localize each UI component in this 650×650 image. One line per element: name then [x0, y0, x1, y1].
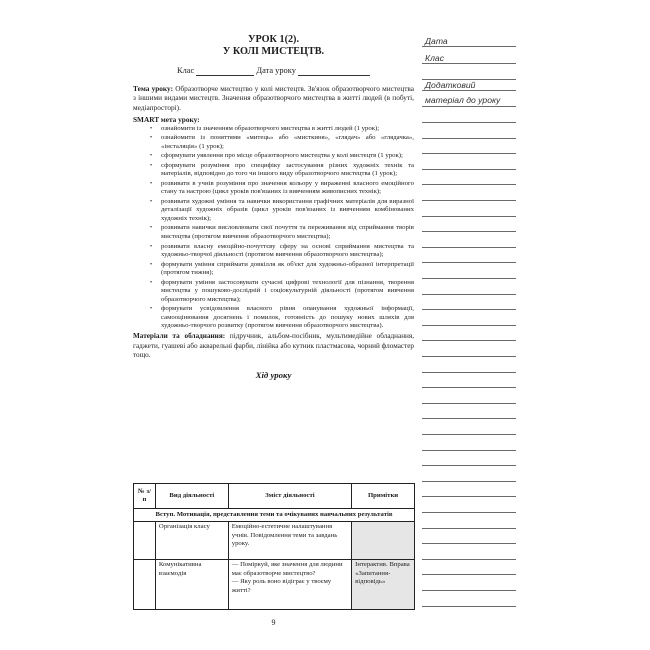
lesson-theme: [133, 84, 414, 112]
smart-goal-heading: SMART мета уроку:: [133, 115, 200, 125]
class-date-row: [133, 65, 414, 76]
bullet-icon: •: [150, 225, 153, 232]
margin-ruled-line: [422, 231, 516, 232]
materials-block: [133, 332, 414, 360]
smart-goal-item: [150, 162, 414, 179]
smart-goal-text: формувати уміння застосовувати сучасні цифрові технології для пізнання, творення мистецтва у пошуково-дослідній і соціокультурній діяльності (протягом вивчення образотворчого мистецтва);: [161, 278, 414, 303]
margin-ruled-line: [422, 496, 516, 497]
smart-goal-text: формувати усвідомлення власного рівня опанування художньої інформації, самооцінювання досягнень і помилок, готовність до пошуку нових шляхів для художньо-творчого розвитку (протягом вивчення образотворчого мистецтва).: [161, 305, 414, 329]
bullet-icon: •: [150, 306, 153, 313]
margin-ruled-line: [422, 294, 516, 295]
lesson-number-title: УРОК 1(2).: [247, 34, 300, 45]
section-title: Вступ. Мотивація, представлення теми та очікуваних навчальних результатів: [134, 509, 415, 522]
table-cell: [134, 522, 156, 560]
smart-goal-item: [150, 224, 414, 241]
class-blank[interactable]: [196, 66, 254, 76]
table-cell: [134, 560, 156, 610]
smart-goal-item: [150, 279, 414, 304]
margin-ruled-line: [422, 574, 516, 575]
bullet-icon: •: [150, 180, 153, 187]
smart-goal-item: [150, 152, 414, 160]
table-row: [134, 560, 415, 610]
margin-ruled-line: [422, 262, 516, 263]
table-cell: — Поміркуй, яке значення для людини має образотворче мистецтво? — Яку роль воно відіграє у твоєму житті?: [228, 560, 351, 610]
smart-goal-text: формувати уміння сприймати довкілля як об'єкт для художньо-образної інтерпретації (протягом тижня);: [161, 260, 414, 276]
bullet-icon: •: [150, 125, 153, 132]
smart-goal-list: [133, 125, 414, 331]
margin-ruled-line: [422, 247, 516, 248]
margin-ruled-line: [422, 340, 516, 341]
smart-goal-item: [150, 261, 414, 278]
smart-goal-item: [150, 305, 414, 330]
margin-ruled-line: [422, 606, 516, 607]
margin-ruled-line: [422, 309, 516, 310]
margin-ruled-line: [422, 418, 516, 419]
margin-notes-column: [422, 34, 516, 614]
margin-ruled-line: [422, 122, 516, 123]
margin-ruled-line: [422, 450, 516, 451]
smart-goal-item: [150, 180, 414, 197]
date-label: Дата уроку: [256, 66, 296, 75]
margin-label-extra: Додатковий: [425, 80, 476, 90]
margin-label-date: Дата: [425, 36, 448, 46]
bullet-icon: •: [150, 162, 153, 169]
bullet-icon: •: [150, 261, 153, 268]
bullet-icon: •: [150, 198, 153, 205]
margin-label-class: Клас: [425, 53, 444, 63]
margin-ruled-line: [422, 465, 516, 466]
materials-label: Матеріали та обладнання:: [133, 332, 226, 341]
margin-label-material: матеріал до уроку: [425, 95, 501, 105]
margin-ruled-line: [422, 325, 516, 326]
column-header: Вид діяльності: [155, 484, 228, 509]
margin-ruled-line: [422, 434, 516, 435]
lesson-page: [133, 34, 414, 634]
theme-text: Образотворче мистецтво у колі мистецтв. Зв'язок образотворчого мистецтва з іншими видами мистецтв. Значення образотворчого мистецтва в житті людей (в побуті, медіапросторі).: [133, 84, 414, 112]
margin-ruled-line: [422, 559, 516, 560]
margin-ruled-line: [422, 46, 516, 47]
column-header: Зміст діяльності: [228, 484, 351, 509]
margin-ruled-line: [422, 481, 516, 482]
column-header: Примітки: [352, 484, 415, 509]
table-cell: Комунікативна взаємодія: [155, 560, 228, 610]
table-cell: Емоційно-естетичне налаштування учнів. Повідомлення теми та завдань уроку.: [228, 522, 351, 560]
smart-goal-text: розвивати навички висловлювати свої почуття та переживання від сприймання творів мистецтва (протягом вивчення образотворчого мистецтва);: [161, 224, 414, 240]
smart-goal-text: розвивати в учнів розуміння про значення кольору у вираженні власного емоційного стану та настрою (цикл уроків пов'язаних із вивченням живописних технік);: [161, 179, 414, 196]
margin-ruled-line: [422, 387, 516, 388]
table-header-row: [134, 484, 415, 509]
smart-goal-item: [150, 243, 414, 260]
class-label: Клас: [177, 66, 195, 75]
margin-ruled-line: [422, 138, 516, 139]
smart-goal-item: [150, 134, 414, 151]
margin-ruled-line: [422, 278, 516, 279]
page-number: 9: [271, 618, 276, 627]
margin-ruled-line: [422, 153, 516, 154]
section-row: [134, 509, 415, 522]
margin-ruled-line: [422, 543, 516, 544]
margin-ruled-line: [422, 200, 516, 201]
smart-goal-text: розвивати власну емоційно-почуттєву сферу на основі сприймання мистецтва та художньо-творчої діяльності (протягом вивчення образотворчого мистецтва);: [161, 242, 414, 258]
lesson-plan-table: [133, 483, 415, 610]
table-cell: [352, 522, 415, 560]
lesson-name: У КОЛІ МИСТЕЦТВ.: [222, 46, 325, 57]
smart-goal-item: [150, 125, 414, 133]
column-header: № з/п: [134, 484, 156, 509]
margin-ruled-line: [422, 372, 516, 373]
margin-ruled-line: [422, 169, 516, 170]
margin-ruled-line: [422, 63, 516, 64]
table-cell: Інтерактив. Вправа «Запитання-відповідь»: [352, 560, 415, 610]
table-row: [134, 522, 415, 560]
smart-goal-text: ознайомити із поняттями «митець» або «мисткиня», «глядач» або «глядачка», «інсталяція» (1 урок);: [161, 134, 414, 150]
smart-goal-text: сформувати уявлення про місце образотворчого мистецтва у колі мистецтв (1 урок);: [161, 152, 403, 160]
theme-label: Тема уроку:: [133, 84, 174, 93]
lesson-progress-heading: Хід уроку: [255, 370, 292, 381]
margin-ruled-line: [422, 356, 516, 357]
table-cell: Організація класу: [155, 522, 228, 560]
smart-goal-text: ознайомити із значенням образотворчого мистецтва в житті людей (1 урок);: [161, 124, 380, 132]
margin-ruled-line: [422, 216, 516, 217]
smart-goal-text: сформувати розуміння про специфіку застосування різних художніх технік та матеріалів, відповідно до того чи іншого виду образотворчого мистецтва (1 урок);: [161, 161, 414, 178]
margin-ruled-line: [422, 528, 516, 529]
margin-ruled-line: [422, 403, 516, 404]
margin-ruled-line: [422, 512, 516, 513]
margin-ruled-line: [422, 106, 516, 107]
date-blank[interactable]: [298, 66, 370, 76]
bullet-icon: •: [150, 153, 153, 160]
smart-goal-text: розвивати художні уміння та навички використання графічних матеріалів для виразної деталізації художніх образів (цикл уроків пов'язаних із вивченням комбінованих художніх технік);: [161, 197, 414, 222]
bullet-icon: •: [150, 279, 153, 286]
margin-ruled-line: [422, 184, 516, 185]
materials-text: підручник, альбом-посібник, мультимедійне обладнання, гаджети, гуашеві або акварельні фарби, лінійка або кутник пластмасова, чорний фломастер тощо.: [133, 332, 415, 359]
smart-goal-item: [150, 198, 414, 223]
bullet-icon: •: [150, 243, 153, 250]
margin-ruled-line: [422, 590, 516, 591]
bullet-icon: •: [150, 135, 153, 142]
margin-ruled-line: [422, 90, 516, 91]
